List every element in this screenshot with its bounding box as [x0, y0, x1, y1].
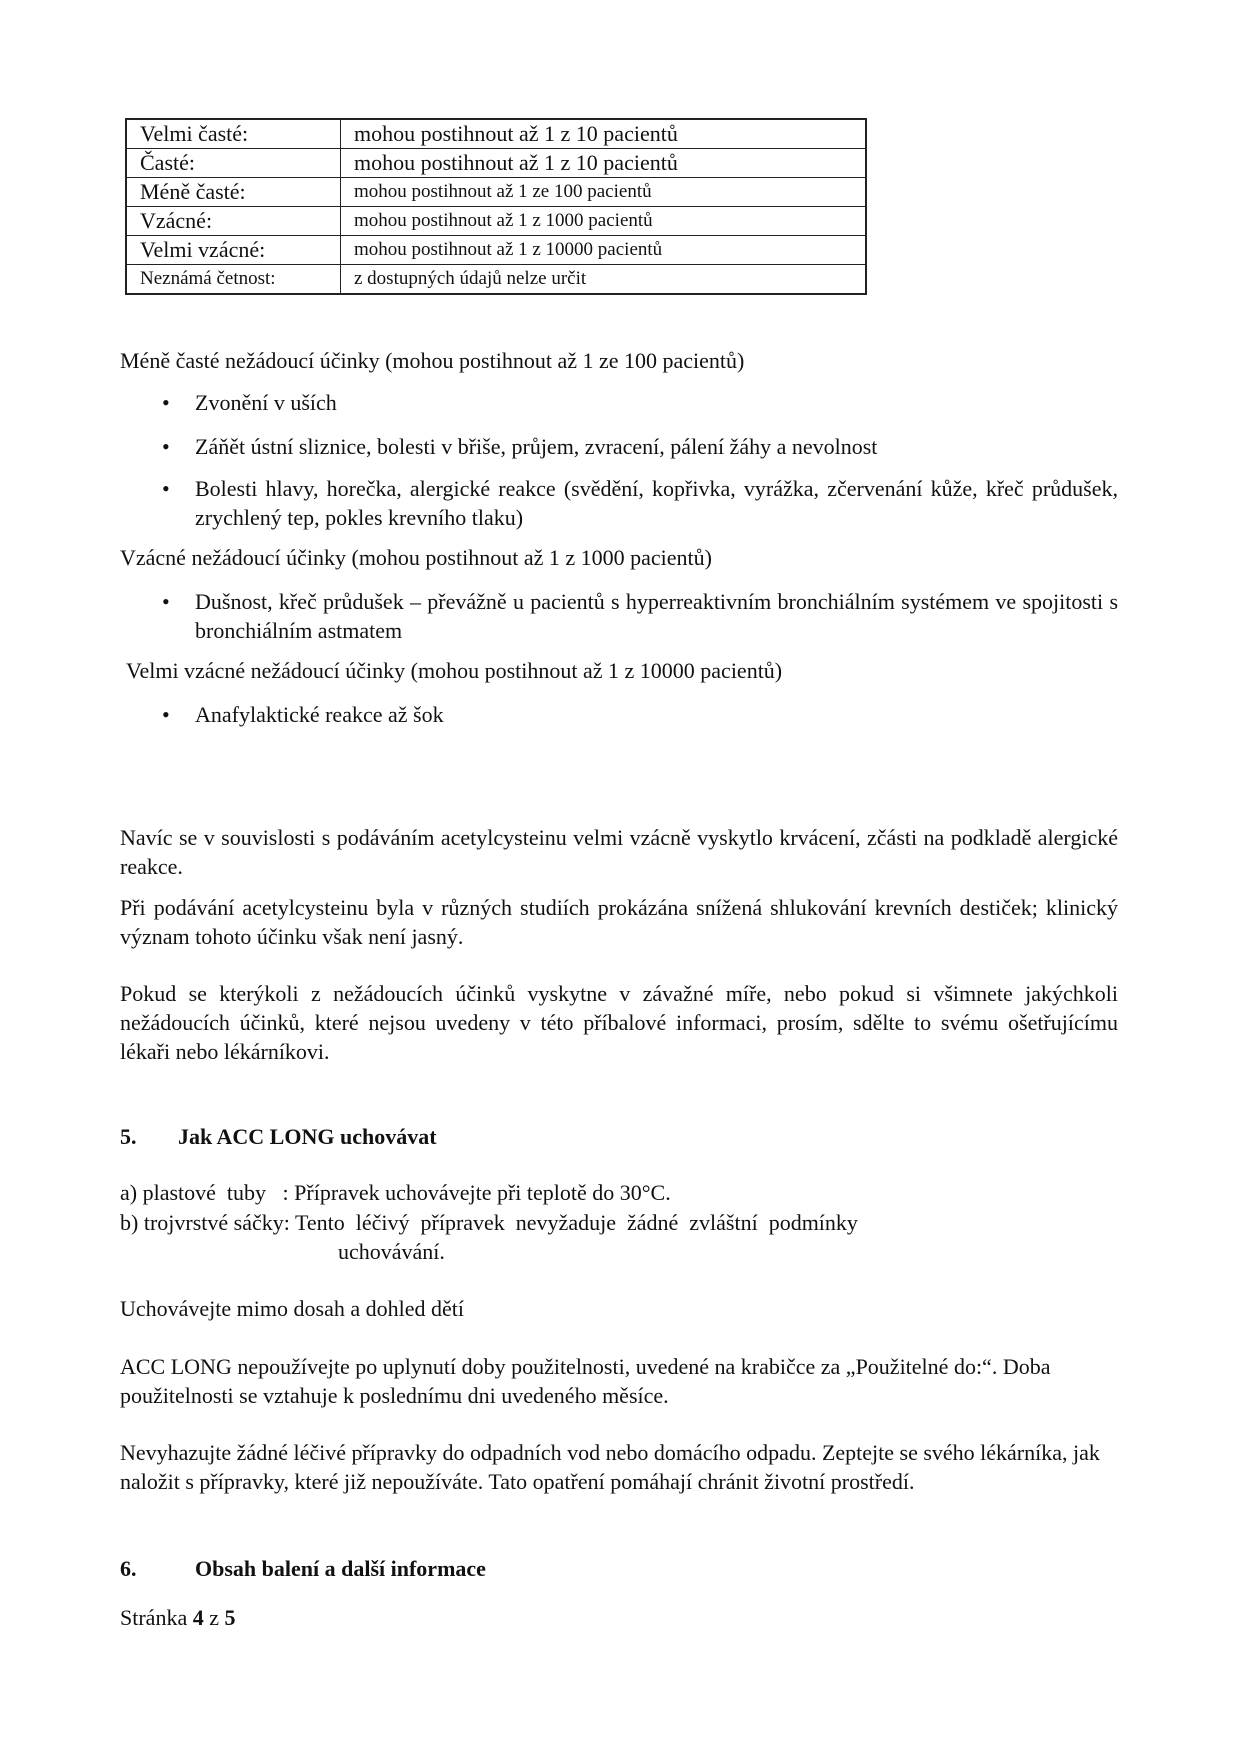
storage-text: Tento léčivý přípravek nevyžaduje žádné zvláštní podmínky — [294, 1210, 858, 1235]
freq-value: mohou postihnout až 1 z 1000 pacientů — [341, 207, 867, 236]
storage-label: b) trojvrstvé sáčky: — [120, 1210, 290, 1235]
disposal-text: Nevyhazujte žádné léčivé přípravky do odpadních vod nebo domácího odpadu. Zeptejte se svého lékárníka, jak naložit s přípravky, které již nepoužíváte. Tato opatření pomáhají chránit životní prostředí. — [120, 1440, 1100, 1494]
table-row — [126, 119, 866, 149]
freq-value: mohou postihnout až 1 z 10000 pacientů — [341, 236, 867, 265]
page-footer — [120, 1603, 1118, 1632]
frequency-table — [125, 118, 867, 295]
section-title: Jak ACC LONG uchovávat — [178, 1124, 437, 1149]
freq-value: mohou postihnout až 1 z 10 pacientů — [341, 149, 867, 178]
table-row — [126, 149, 866, 178]
freq-label: Méně časté: — [126, 178, 341, 207]
section-number: 6. — [120, 1556, 137, 1581]
table-row — [126, 207, 866, 236]
storage-text: Přípravek uchovávejte při teplotě do 30°C. — [294, 1180, 671, 1205]
list-item: • Zvonění v uších — [195, 388, 1118, 417]
freq-label: Vzácné: — [126, 207, 341, 236]
section-title: Obsah balení a další informace — [195, 1556, 486, 1581]
page-number: 4 — [192, 1605, 204, 1630]
storage-b — [120, 1208, 1118, 1237]
very-rare-heading: Velmi vzácné nežádoucí účinky (mohou postihnout až 1 z 10000 pacientů) — [126, 658, 783, 683]
section-5-heading — [120, 1122, 1118, 1151]
section-6-heading — [120, 1554, 1118, 1583]
freq-label: Neznámá četnost: — [126, 265, 341, 295]
freq-value: mohou postihnout až 1 ze 100 pacientů — [341, 178, 867, 207]
table-row — [126, 265, 866, 295]
list-item: • Anafylaktické reakce až šok — [195, 700, 1118, 729]
page-total: 5 — [224, 1605, 236, 1630]
freq-value: z dostupných údajů nelze určit — [341, 265, 867, 295]
freq-label: Velmi časté: — [126, 119, 341, 149]
rare-heading: Vzácné nežádoucí účinky (mohou postihnout až 1 z 1000 pacientů) — [120, 545, 712, 570]
list-item: • Dušnost, křeč průdušek – převážně u pacientů s hyperreaktivním bronchiálním systémem ve spojitosti s bronchiálním astmatem — [195, 587, 1118, 645]
footer-sep: z — [203, 1605, 225, 1630]
table-row — [126, 178, 866, 207]
uncommon-heading: Méně časté nežádoucí účinky (mohou postihnout až 1 ze 100 pacientů) — [120, 348, 745, 373]
table-row — [126, 236, 866, 265]
freq-value: mohou postihnout až 1 z 10 pacientů — [341, 119, 867, 149]
children-warning: Uchovávejte mimo dosah a dohled dětí — [120, 1296, 464, 1321]
freq-label: Velmi vzácné: — [126, 236, 341, 265]
para-bleeding: Navíc se v souvislosti s podáváním acetylcysteinu velmi vzácně vyskytlo krvácení, zčásti na podkladě alergické reakce. — [120, 825, 1118, 879]
storage-b-cont: uchovávání. — [338, 1239, 445, 1264]
list-item: • Bolesti hlavy, horečka, alergické reakce (svědění, kopřivka, vyrážka, zčervenání kůže, křeč průdušek, zrychlený tep, pokles krevního tlaku) — [195, 474, 1118, 532]
para-report: Pokud se kterýkoli z nežádoucích účinků vyskytne v závažné míře, nebo pokud si všimnete jakýchkoli nežádoucích účinků, které nejsou uvedeny v této příbalové informaci, prosím, sdělte to svému ošetřujícímu lékaři nebo lékárníkovi. — [120, 981, 1118, 1064]
footer-prefix: Stránka — [120, 1605, 193, 1630]
freq-label: Časté: — [126, 149, 341, 178]
storage-label: a) plastové tuby : — [120, 1180, 289, 1205]
expiry-text: ACC LONG nepoužívejte po uplynutí doby použitelnosti, uvedené na krabičce za „Použitelné do:“. Doba použitelnosti se vztahuje k poslednímu dni uvedeného měsíce. — [120, 1354, 1051, 1408]
list-item: • Záňět ústní sliznice, bolesti v břiše, průjem, zvracení, pálení žáhy a nevolnost — [195, 432, 1118, 461]
storage-a — [120, 1178, 1118, 1207]
para-platelets: Při podávání acetylcysteinu byla v různých studiích prokázána snížená shlukování krevních destiček; klinický význam tohoto účinku však není jasný. — [120, 895, 1118, 949]
section-number: 5. — [120, 1124, 137, 1149]
